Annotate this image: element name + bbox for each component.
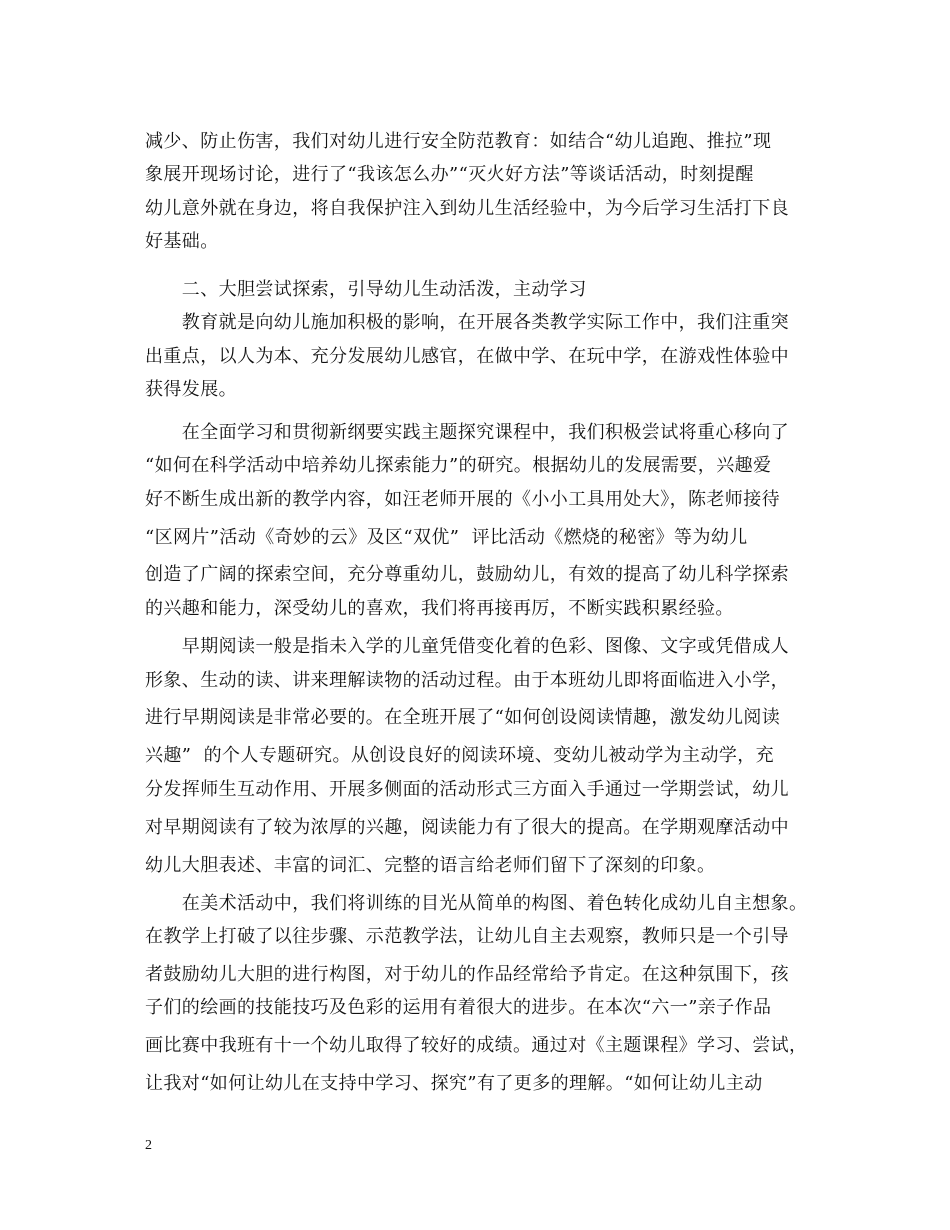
text-line: 在全面学习和贯彻新纲要实践主题探究课程中，我们积极尝试将重心移向了	[145, 422, 789, 443]
text-line: 形象、生动的读、讲来理解读物的活动过程。由于本班幼儿即将面临进入小学，	[145, 670, 789, 691]
text-line: 减少、防止伤害，我们对幼儿进行安全防范教育：如结合“幼儿追跑、推拉”现	[145, 131, 772, 152]
text-line: 获得发展。	[145, 379, 237, 400]
text-line: 好基础。	[145, 231, 219, 252]
text-line: 在美术活动中，我们将训练的目光从简单的构图、着色转化成幼儿自主想象。	[145, 893, 808, 914]
text-line: 的兴趣和能力，深受幼儿的喜欢，我们将再接再厉，不断实践积累经验。	[145, 598, 734, 619]
text-line: 画比赛中我班有十一个幼儿取得了较好的成绩。通过对《主题课程》学习、尝试，	[145, 1035, 808, 1056]
text-line: 进行早期阅读是非常必要的。在全班开展了“如何创设阅读情趣，激发幼儿阅读	[145, 707, 781, 728]
text-line: “如何在科学活动中培养幼儿探索能力”的研究。根据幼儿的发展需要，兴趣爱	[145, 455, 772, 476]
text-line: 子们的绘画的技能技巧及色彩的运用有着很大的进步。在本次“六一”亲子作品	[145, 997, 772, 1018]
text-line: “区网片”活动《奇妙的云》及区“双优” 评比活动《燃烧的秘密》等为幼儿	[145, 527, 748, 548]
text-line: 象展开现场讨论，进行了“我该怎么办”“灭火好方法”等谈话活动，时刻提醒	[145, 164, 754, 185]
text-line: 创造了广阔的探索空间，充分尊重幼儿，鼓励幼儿，有效的提高了幼儿科学探索	[145, 564, 789, 585]
text-line: 幼儿意外就在身边，将自我保护注入到幼儿生活经验中，为今后学习生活打下良	[145, 198, 789, 219]
text-line: 出重点，以人为本、充分发展幼儿感官，在做中学、在玩中学，在游戏性体验中	[145, 346, 789, 367]
text-line: 兴趣” 的个人专题研究。从创设良好的阅读环境、变幼儿被动学为主动学，充	[145, 745, 775, 766]
text-line: 教育就是向幼儿施加积极的影响，在开展各类教学实际工作中，我们注重突	[145, 312, 789, 333]
text-line: 幼儿大胆表述、丰富的词汇、完整的语言给老师们留下了深刻的印象。	[145, 855, 716, 876]
text-line: 者鼓励幼儿大胆的进行构图，对于幼儿的作品经常给予肯定。在这种氛围下，孩	[145, 964, 789, 985]
text-line: 好不断生成出新的教学内容，如汪老师开展的《小小工具用处大》，陈老师接待	[145, 489, 780, 510]
text-line: 在教学上打破了以往步骤、示范教学法，让幼儿自主去观察，教师只是一个引导	[145, 926, 789, 947]
text-line: 分发挥师生互动作用、开展多侧面的活动形式三方面入手通过一学期尝试，幼儿	[145, 779, 789, 800]
section-heading: 二、大胆尝试探索，引导幼儿生动活泼，主动学习	[145, 279, 587, 300]
text-line: 让我对“如何让幼儿在支持中学习、探究”有了更多的理解。“如何让幼儿主动	[145, 1073, 763, 1094]
text-line: 早期阅读一般是指未入学的儿童凭借变化着的色彩、图像、文字或凭借成人	[145, 636, 789, 657]
page-number: 2	[145, 1138, 152, 1153]
text-line: 对早期阅读有了较为浓厚的兴趣，阅读能力有了很大的提高。在学期观摩活动中	[145, 817, 789, 838]
